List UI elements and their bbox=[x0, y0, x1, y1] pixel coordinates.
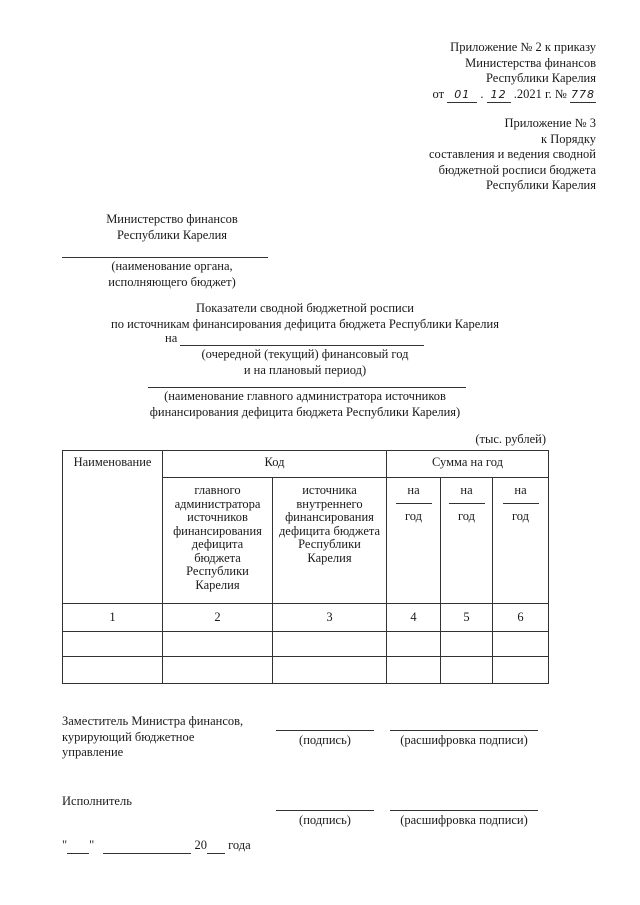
table-cell bbox=[273, 657, 387, 684]
sub-source-2: внутреннего bbox=[296, 496, 363, 511]
deputy-minister-title bbox=[62, 714, 243, 761]
deputy-decode-caption: (расшифровка подписи) bbox=[400, 733, 528, 747]
title-na: на bbox=[165, 331, 178, 345]
table-cell bbox=[163, 632, 273, 657]
header2-line-2: к Порядку bbox=[541, 131, 596, 146]
date-year: .2021 г. № bbox=[513, 86, 567, 101]
header-code: Код bbox=[163, 451, 387, 478]
col-num-4: 4 bbox=[387, 604, 441, 632]
admin-caption-line-2: финансирования дефицита бюджета Республики Карелия) bbox=[149, 404, 461, 419]
organ-caption-line-1: (наименование органа, bbox=[111, 259, 233, 273]
title-line-2: по источникам финансирования дефицита бюджета Республики Карелия bbox=[111, 316, 499, 331]
organ-underline bbox=[62, 257, 268, 258]
table-cell bbox=[387, 632, 441, 657]
organ-caption-line-2: исполняющего бюджет) bbox=[108, 274, 236, 289]
table-row bbox=[63, 632, 549, 657]
table-cell bbox=[441, 657, 493, 684]
sub-admin-3: источников bbox=[187, 510, 248, 524]
table-cell bbox=[441, 632, 493, 657]
table-cell bbox=[163, 657, 273, 684]
period-caption bbox=[170, 347, 440, 378]
column-number-row bbox=[63, 604, 549, 632]
col-num-3: 3 bbox=[273, 604, 387, 632]
year-1-na: на bbox=[407, 483, 420, 497]
document-title bbox=[62, 301, 548, 332]
header1-line-1: Приложение № 2 к приказу bbox=[450, 40, 596, 54]
sub-admin-7: Республики bbox=[186, 564, 249, 578]
header1-line-3: Республики Карелия bbox=[485, 71, 596, 85]
budget-table bbox=[62, 450, 549, 684]
admin-caption bbox=[130, 389, 480, 420]
admin-underline bbox=[148, 387, 466, 388]
period-caption-line-1: (очередной (текущий) финансовый год bbox=[201, 347, 409, 361]
sub-admin-8: Карелия bbox=[195, 577, 240, 592]
header1-line-2: Министерства финансов bbox=[465, 55, 596, 70]
quote-close: " bbox=[89, 838, 95, 852]
order-date-line: от 01 . 12 .2021 г. № 778 bbox=[433, 87, 596, 104]
order-appendix-header bbox=[433, 40, 596, 103]
deputy-signature-line bbox=[276, 730, 374, 731]
sub-admin-2: администратора bbox=[174, 496, 261, 511]
header2-line-1: Приложение № 3 bbox=[504, 116, 596, 130]
sub-source-5: Республики bbox=[298, 537, 361, 551]
header2-line-3: составления и ведения сводной bbox=[428, 147, 596, 161]
year-3-na: на bbox=[514, 483, 527, 497]
table-row bbox=[63, 657, 549, 684]
year-2-na: на bbox=[460, 483, 473, 497]
organ-line-2: Республики Карелия bbox=[116, 227, 228, 242]
header2-line-4: бюджетной росписи бюджета bbox=[438, 162, 596, 177]
period-caption-line-2: и на плановый период) bbox=[243, 362, 367, 377]
deputy-line-1: Заместитель Министра финансов, bbox=[62, 714, 244, 728]
day-blank bbox=[67, 838, 89, 854]
table-cell bbox=[63, 632, 163, 657]
table-cell bbox=[273, 632, 387, 657]
subheader-year-3 bbox=[493, 478, 549, 604]
sub-admin-1: главного bbox=[194, 483, 241, 497]
sub-admin-4: финансирования bbox=[173, 523, 262, 538]
sub-source-3: финансирования bbox=[285, 510, 374, 524]
subheader-year-1 bbox=[387, 478, 441, 604]
year-prefix: 20 bbox=[194, 838, 207, 852]
sub-source-4: дефицита бюджета bbox=[278, 523, 381, 538]
table-cell bbox=[387, 657, 441, 684]
header-name: Наименование bbox=[63, 451, 163, 604]
organ-line-1: Министерство финансов bbox=[106, 212, 238, 226]
organ-caption bbox=[62, 259, 282, 290]
procedure-appendix-header bbox=[429, 116, 596, 194]
year-1-god: год bbox=[404, 508, 423, 523]
quote-open: " bbox=[62, 838, 68, 852]
month-blank bbox=[103, 838, 191, 854]
date-footer bbox=[62, 838, 251, 854]
units-label: (тыс. рублей) bbox=[475, 432, 546, 446]
sub-source-1: источника bbox=[302, 483, 357, 497]
period-underline bbox=[180, 345, 424, 346]
subheader-year-2 bbox=[441, 478, 493, 604]
executor-decode-caption: (расшифровка подписи) bbox=[400, 813, 528, 827]
subheader-source-code bbox=[273, 478, 387, 604]
sub-admin-5: дефицита bbox=[191, 537, 244, 551]
header2-line-5: Республики Карелия bbox=[485, 178, 596, 192]
col-num-1: 1 bbox=[63, 604, 163, 632]
executor-sign-caption: (подпись) bbox=[299, 813, 351, 827]
title-line-1: Показатели сводной бюджетной росписи bbox=[196, 301, 414, 315]
deputy-decode-line bbox=[390, 730, 538, 731]
executor-decode-line bbox=[390, 810, 538, 811]
admin-caption-line-1: (наименование главного администратора источников bbox=[164, 389, 446, 403]
year-2-god: год bbox=[457, 508, 476, 523]
executor-label: Исполнитель bbox=[62, 794, 132, 808]
date-prefix: от bbox=[432, 86, 445, 101]
deputy-sign-caption: (подпись) bbox=[299, 733, 351, 747]
table-cell bbox=[493, 657, 549, 684]
deputy-line-3: управление bbox=[62, 745, 124, 759]
subheader-admin-code bbox=[163, 478, 273, 604]
header-sum: Сумма на год bbox=[387, 451, 549, 478]
order-number: 778 bbox=[570, 87, 596, 104]
col-num-5: 5 bbox=[441, 604, 493, 632]
sub-admin-6: бюджета bbox=[194, 550, 241, 565]
year-blank bbox=[207, 838, 225, 854]
date-month: 12 bbox=[487, 87, 511, 104]
col-num-2: 2 bbox=[163, 604, 273, 632]
organ-name bbox=[62, 212, 282, 243]
col-num-6: 6 bbox=[493, 604, 549, 632]
date-day: 01 bbox=[447, 87, 477, 104]
table-cell bbox=[63, 657, 163, 684]
deputy-line-2: курирующий бюджетное bbox=[62, 729, 195, 744]
sub-source-6: Карелия bbox=[307, 550, 352, 565]
table-cell bbox=[493, 632, 549, 657]
executor-signature-line bbox=[276, 810, 374, 811]
year-3-god: год bbox=[511, 508, 530, 523]
year-suffix: года bbox=[228, 838, 251, 852]
